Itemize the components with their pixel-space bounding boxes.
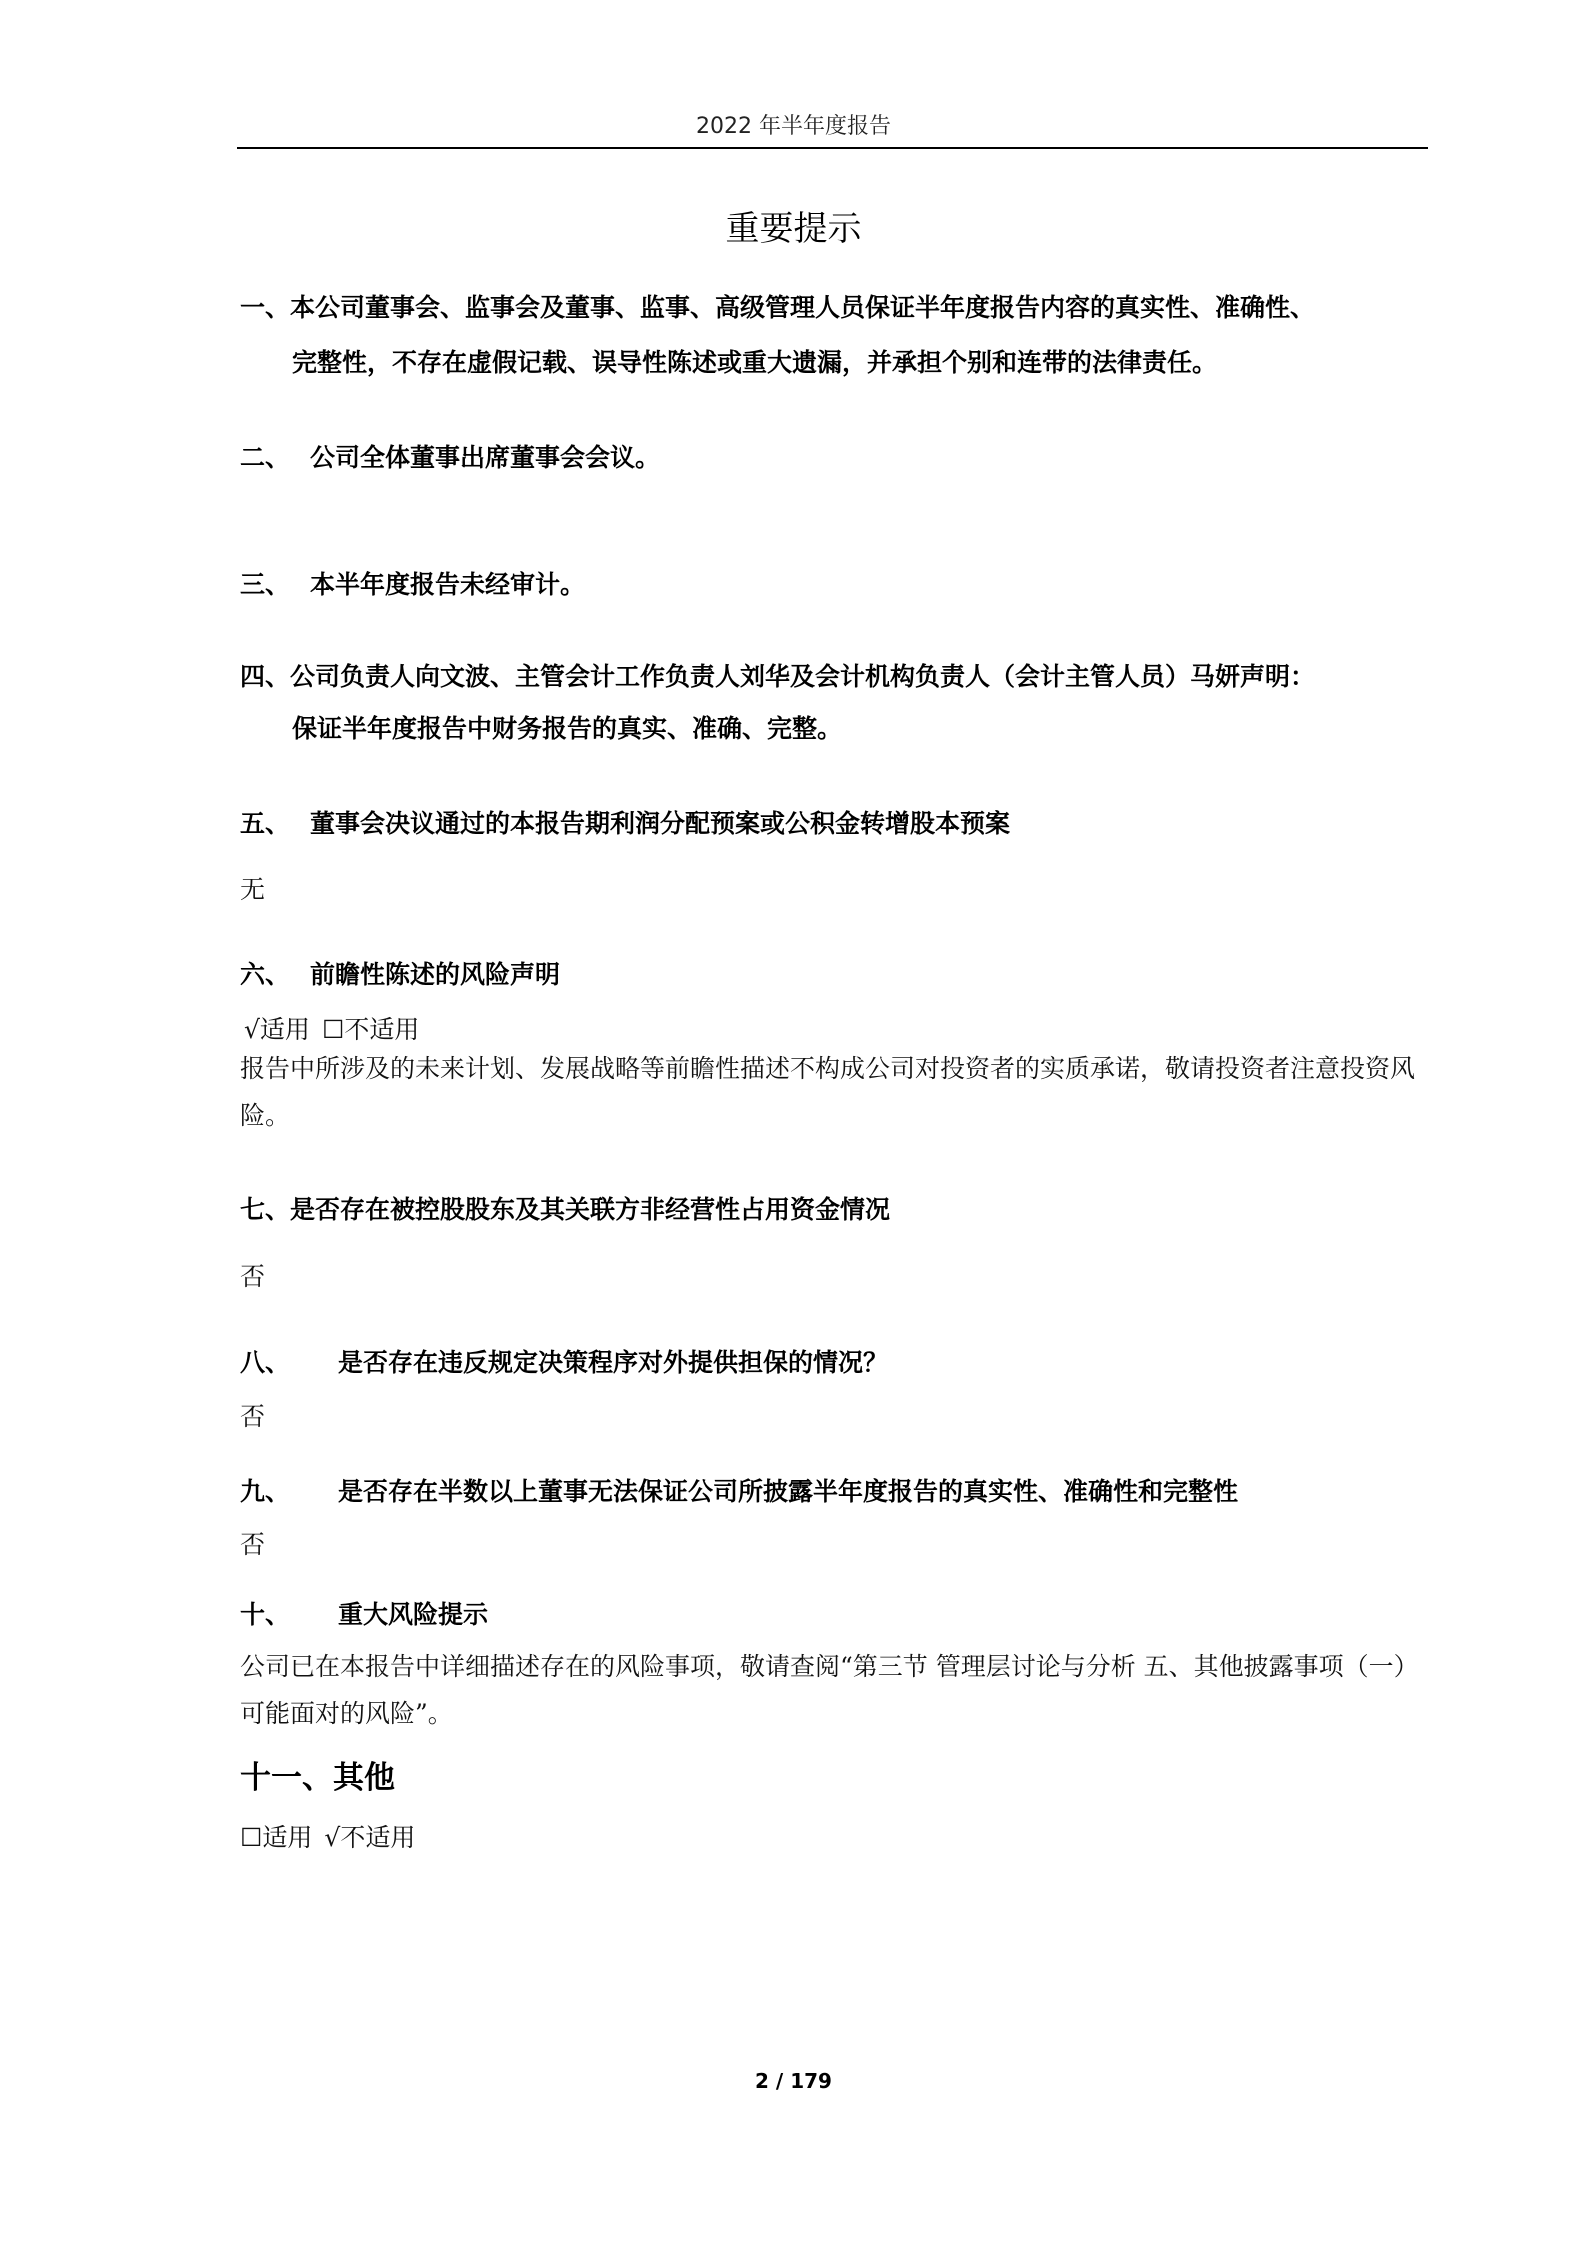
- section-5-text: 董事会决议通过的本报告期利润分配预案或公积金转增股本预案: [310, 809, 1011, 838]
- section-8-answer: 否: [240, 1402, 266, 1431]
- section-3-number: 三、: [240, 570, 291, 599]
- section-4-heading: [240, 662, 1430, 692]
- section-6-body: 报告中所涉及的未来计划、发展战略等前瞻性描述不构成公司对投资者的实质承诺，敬请投资者注意投资风险。: [240, 1054, 1416, 1130]
- section-3-heading: [240, 570, 1430, 600]
- section-10-body: 公司已在本报告中详细描述存在的风险事项，敬请查阅“第三节 管理层讨论与分析 五、其他披露事项（一）可能面对的风险”。: [240, 1652, 1419, 1728]
- page-title: 重要提示: [725, 209, 862, 249]
- section-1-text: 本公司董事会、监事会及董事、监事、高级管理人员保证半年度报告内容的真实性、准确性、: [290, 293, 1316, 322]
- section-11-number: 十一、: [240, 1760, 333, 1796]
- section-7-answer: 否: [240, 1262, 266, 1291]
- option-not-applicable: ☐不适用: [321, 1015, 420, 1044]
- section-4-continuation: 保证半年度报告中财务报告的真实、准确、完整。: [292, 714, 843, 743]
- section-2-number: 二、: [240, 443, 291, 472]
- section-10-heading: [240, 1600, 1430, 1630]
- section-1-number: 一、: [240, 293, 291, 322]
- section-4-number: 四、: [240, 662, 291, 691]
- section-6-options: [244, 1015, 1434, 1045]
- section-11-text: 其他: [333, 1760, 395, 1796]
- section-4-text: 公司负责人向文波、主管会计工作负责人刘华及会计机构负责人（会计主管人员）马妍声明：: [290, 662, 1316, 691]
- section-7-heading: [240, 1195, 1430, 1225]
- section-1-continuation: 完整性，不存在虚假记载、误导性陈述或重大遗漏，并承担个别和连带的法律责任。: [292, 348, 1218, 377]
- section-11-heading: [240, 1758, 1430, 1798]
- section-6-number: 六、: [240, 960, 291, 989]
- section-11-options: [240, 1823, 1430, 1853]
- section-9-number: 九、: [240, 1477, 291, 1506]
- section-5-number: 五、: [240, 809, 291, 838]
- section-6-heading: [240, 960, 1430, 990]
- section-1-heading: [240, 293, 1430, 323]
- section-5-answer: 无: [240, 875, 266, 904]
- section-9-heading: [240, 1477, 1430, 1507]
- section-5-heading: [240, 809, 1430, 839]
- option-applicable: ☐适用: [240, 1823, 313, 1852]
- section-3-text: 本半年度报告未经审计。: [310, 570, 586, 599]
- section-9-text: 是否存在半数以上董事无法保证公司所披露半年度报告的真实性、准确性和完整性: [338, 1477, 1239, 1506]
- section-10-number: 十、: [240, 1600, 291, 1629]
- section-10-text: 重大风险提示: [338, 1600, 489, 1629]
- running-header: 2022 年半年度报告: [696, 114, 891, 139]
- section-2-heading: [240, 443, 1430, 473]
- section-8-heading: [240, 1348, 1430, 1378]
- page-number: 2 / 179: [755, 2069, 832, 2093]
- section-8-number: 八、: [240, 1348, 291, 1377]
- section-2-text: 公司全体董事出席董事会会议。: [310, 443, 661, 472]
- header-rule: [237, 147, 1428, 149]
- option-not-applicable-checked: √不适用: [324, 1823, 416, 1852]
- section-8-text: 是否存在违反规定决策程序对外提供担保的情况？: [338, 1348, 889, 1377]
- section-7-text: 是否存在被控股股东及其关联方非经营性占用资金情况: [290, 1195, 891, 1224]
- section-6-text: 前瞻性陈述的风险声明: [310, 960, 561, 989]
- section-9-answer: 否: [240, 1530, 266, 1559]
- option-applicable-checked: √适用: [244, 1015, 310, 1044]
- section-7-number: 七、: [240, 1195, 291, 1224]
